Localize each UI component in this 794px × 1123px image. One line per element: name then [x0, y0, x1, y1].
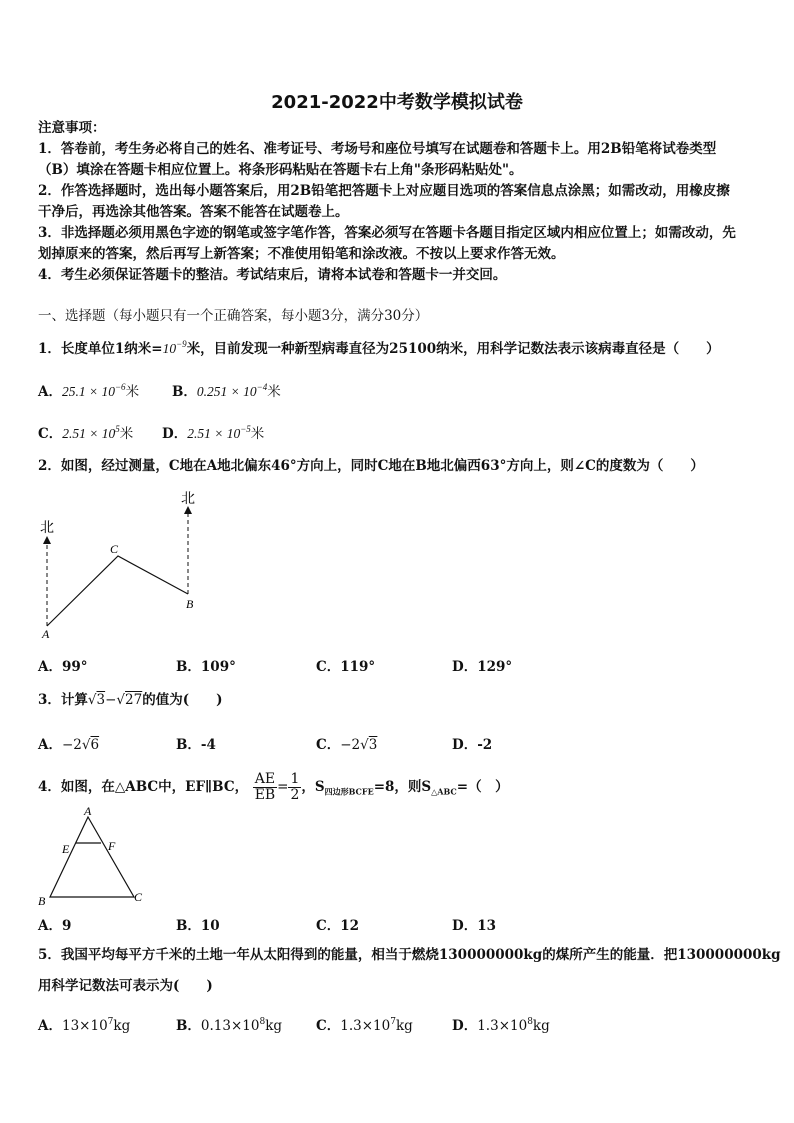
- question-5-line-2: 用科学记数法可表示为( ): [38, 978, 213, 994]
- q4-option-c[interactable]: C．12: [316, 918, 360, 934]
- q1-post: 米，目前发现一种新型病毒直径为25100纳米，用科学记数法表示该病毒直径是（ ）: [186, 341, 720, 357]
- q3-option-b[interactable]: B．-4: [176, 737, 216, 753]
- q2-figure: [30, 486, 220, 646]
- q3-option-c[interactable]: C．−2√3: [316, 737, 378, 753]
- vertex-b-label: B: [38, 894, 46, 908]
- q2-option-d[interactable]: D．129°: [452, 659, 513, 675]
- q4-figure: [30, 803, 160, 911]
- point-e-label: E: [62, 842, 70, 856]
- section-heading: 一、选择题（每小题只有一个正确答案，每小题3分，满分30分）: [38, 308, 429, 324]
- question-1: [38, 338, 720, 360]
- notice-line: （B）填涂在答题卡相应位置上。将条形码粘贴在答题卡右上角"条形码粘贴处"。: [38, 162, 523, 178]
- question-3: 3．计算√3−√27的值为( ): [38, 692, 223, 708]
- q2-option-a[interactable]: A．99°: [38, 659, 88, 675]
- sqrt-3: √3: [87, 692, 106, 708]
- question-5-line-1: 5．我国平均每平方千米的土地一年从太阳得到的能量，相当于燃烧130000000kg的煤所产生的能量．把130000000kg: [38, 947, 781, 963]
- q1-unit: $10^{-9}$: [162, 339, 187, 356]
- page-title: 2021-2022中考数学模拟试卷: [271, 92, 523, 113]
- triangle-abc: [50, 817, 134, 897]
- q4-option-d[interactable]: D．13: [452, 918, 496, 934]
- question-4: 4．如图，在△ABC中，EF∥BC， $\frac{AE}{EB}$ = $\frac{1}{2}$ ，$S_{四边形BCFE}=8$，则$S_{\triangle ABC}=$（ ）: [38, 771, 509, 803]
- sqrt-27: √27: [116, 692, 143, 708]
- q1-option-b[interactable]: B．$0.251 \times 10^{-4}$米: [172, 382, 281, 400]
- q4-option-a[interactable]: A．9: [38, 918, 72, 934]
- notice-line: 4．考生必须保证答题卡的整洁。考试结束后，请将本试卷和答题卡一并交回。: [38, 267, 507, 283]
- q3-option-a[interactable]: A．−2√6: [38, 737, 100, 753]
- notice-line: 1．答卷前，考生务必将自己的姓名、准考证号、考场号和座位号填写在试题卷和答题卡上。用2B铅笔将试卷类型: [38, 141, 717, 157]
- q5-option-b[interactable]: B．$0.13\times 10^8kg$: [176, 1017, 283, 1034]
- point-b-label: B: [186, 597, 194, 611]
- q2-option-b[interactable]: B．109°: [176, 659, 236, 675]
- question-2: 2．如图，经过测量，C地在A地北偏东46°方向上，同时C地在B地北偏西63°方向上，则∠C的度数为（ ）: [38, 458, 704, 474]
- q3-option-d[interactable]: D．-2: [452, 737, 493, 753]
- q1-pre: 1．长度单位1纳米=: [38, 341, 163, 357]
- q1-option-c[interactable]: C．$2.51 \times 10^5$米: [38, 424, 134, 442]
- ratio-ae-eb: $\frac{AE}{EB}$: [254, 771, 276, 803]
- point-f-label: F: [108, 839, 116, 853]
- path-acb: [47, 556, 188, 626]
- north-label-right: 北: [181, 491, 195, 507]
- notice-line: 2．作答选择题时，选出每小题答案后，用2B铅笔把答题卡上对应题目选项的答案信息点涂黑；如需改动，用橡皮擦: [38, 183, 730, 199]
- q4-option-b[interactable]: B．10: [176, 918, 220, 934]
- notice-heading: 注意事项：: [38, 120, 106, 136]
- ratio-half: $\frac{1}{2}$: [290, 771, 300, 803]
- q1-option-a[interactable]: A．$25.1 \times 10^{-6}$米: [38, 382, 140, 400]
- point-c-label: C: [110, 542, 119, 556]
- north-label-left: 北: [40, 520, 54, 536]
- q2-option-c[interactable]: C．119°: [316, 659, 376, 675]
- q5-option-d[interactable]: D．$1.3\times 10^8kg$: [452, 1017, 550, 1034]
- q5-option-c[interactable]: C．$1.3\times 10^7kg$: [316, 1017, 413, 1034]
- notice-line: 3．非选择题必须用黑色字迹的钢笔或签字笔作答，答案必须写在答题卡各题目指定区域内相应位置上；如需改动，先: [38, 225, 736, 241]
- notice-line: 干净后，再选涂其他答案。答案不能答在试题卷上。: [38, 204, 349, 220]
- q1-option-d[interactable]: D．$2.51 \times 10^{-5}$米: [162, 424, 265, 442]
- notice-line: 划掉原来的答案，然后再写上新答案；不准使用铅笔和涂改液。不按以上要求作答无效。: [38, 246, 565, 262]
- q5-option-a[interactable]: A．$13\times 10^7kg$: [38, 1017, 131, 1034]
- point-a-label: A: [42, 627, 50, 641]
- vertex-c-label: C: [134, 890, 143, 904]
- vertex-a-label: A: [84, 804, 92, 818]
